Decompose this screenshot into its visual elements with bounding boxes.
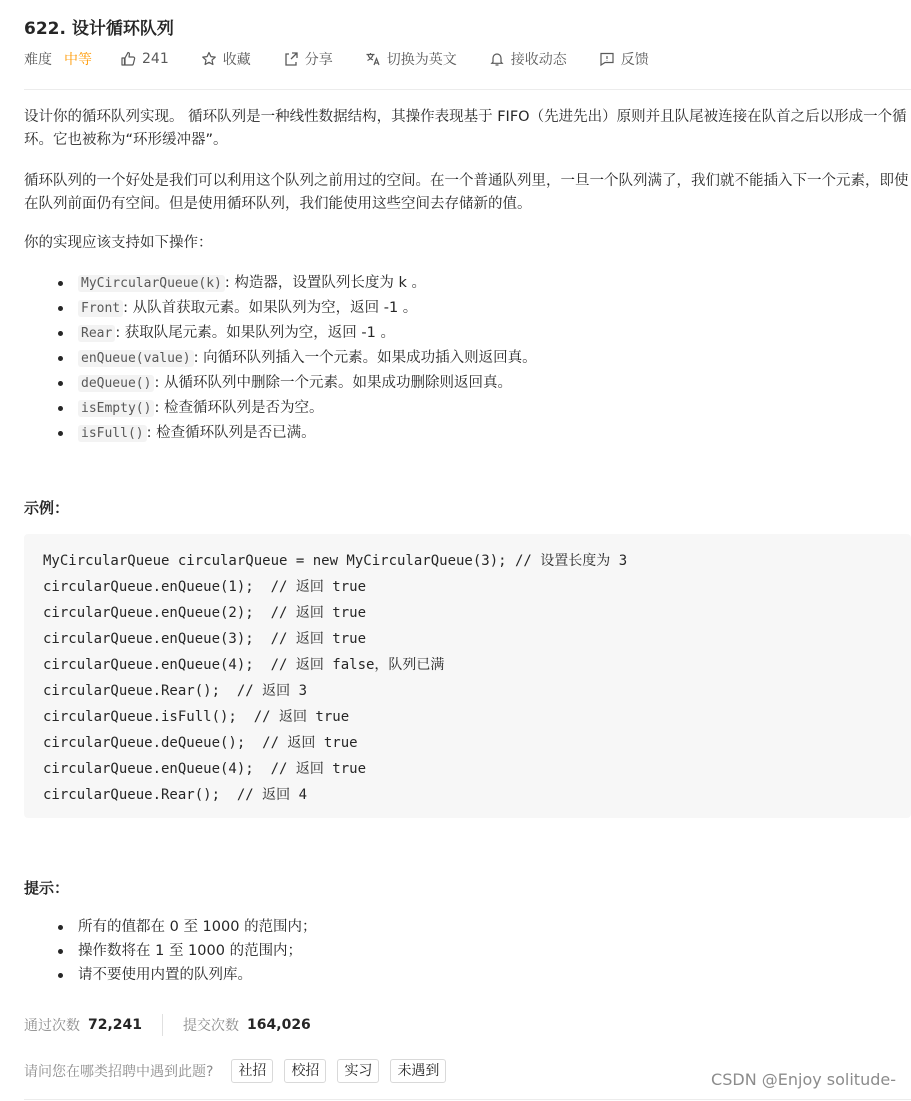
survey-option-intern[interactable]: 实习 [337,1059,379,1083]
operation-code: Front [78,300,123,317]
code-line: circularQueue.Rear(); // 返回 3 [43,683,308,699]
submitted-value: 164,026 [247,1017,311,1033]
survey-option-social[interactable]: 社招 [231,1059,273,1083]
difficulty-value: 中等 [64,52,92,68]
submission-stats [24,1014,311,1036]
list-item [58,396,537,421]
code-line: circularQueue.isFull(); // 返回 true [43,709,350,725]
survey-option-campus[interactable]: 校招 [284,1059,326,1083]
translate-icon [365,51,381,67]
share-label: 分享 [304,52,333,68]
like-button[interactable] [120,51,169,67]
difficulty-label: 难度 [24,52,52,68]
subscribe-button[interactable] [489,49,567,69]
operation-text: : 向循环队列插入一个元素。如果成功插入则返回真。 [193,350,537,366]
thumbs-up-icon [120,51,136,67]
list-item: 操作数将在 1 至 1000 的范围内； [58,939,317,963]
star-icon [201,51,217,67]
code-line: circularQueue.enQueue(3); // 返回 true [43,631,367,647]
watermark: CSDN @Enjoy solitude- [711,1070,896,1089]
operation-text: : 从队首获取元素。如果队列为空，返回 -1 。 [123,300,418,316]
list-item: 请不要使用内置的队列库。 [58,963,317,987]
survey-question: 请问您在哪类招聘中遇到此题? [24,1064,214,1080]
code-line: circularQueue.deQueue(); // 返回 true [43,735,358,751]
hints-list [58,915,317,987]
operation-text: : 构造器，设置队列长度为 k 。 [224,275,426,291]
code-line: circularQueue.enQueue(1); // 返回 true [43,579,367,595]
example-code-block [24,534,911,818]
bell-icon [489,51,505,67]
stats-divider [162,1014,163,1036]
operation-text: : 从循环队列中删除一个元素。如果成功删除则返回真。 [154,375,512,391]
code-line: circularQueue.Rear(); // 返回 4 [43,787,308,803]
operation-code: enQueue(value) [78,350,194,367]
switch-language-button[interactable] [365,49,457,69]
collect-button[interactable] [201,49,251,69]
list-item [58,346,537,371]
example-heading: 示例： [24,499,70,517]
subscribe-label: 接收动态 [510,52,567,68]
likes-count: 241 [142,51,169,67]
code-line: MyCircularQueue circularQueue = new MyCircularQueue(3); // 设置长度为 3 [43,553,628,569]
switch-language-label: 切换为英文 [386,52,457,68]
code-line: circularQueue.enQueue(4); // 返回 true [43,761,367,777]
hints-heading: 提示： [24,879,70,897]
share-button[interactable] [283,49,333,69]
list-item: 所有的值都在 0 至 1000 的范围内； [58,915,317,939]
list-item [58,421,537,446]
operation-code: isEmpty() [78,400,154,417]
operation-code: Rear [78,325,115,342]
list-item [58,296,537,321]
operation-text: : 检查循环队列是否为空。 [154,400,324,416]
operation-text: : 检查循环队列是否已满。 [146,425,316,441]
submitted-label: 提交次数 [183,1018,240,1034]
survey-option-never[interactable]: 未遇到 [390,1059,446,1083]
operation-code: deQueue() [78,375,154,392]
feedback-button[interactable] [599,49,649,69]
description-paragraph-1: 设计你的循环队列实现。 循环队列是一种线性数据结构，其操作表现基于 FIFO（先进先出）原则并且队尾被连接在队首之后以形成一个循环。它也被称为“环形缓冲器”。 [24,109,907,148]
feedback-label: 反馈 [620,52,649,68]
feedback-icon [599,51,615,67]
code-line: circularQueue.enQueue(2); // 返回 true [43,605,367,621]
operation-code: MyCircularQueue(k) [78,275,225,292]
page-title: 622. 设计循环队列 [24,19,174,39]
code-line: circularQueue.enQueue(4); // 返回 false，队列已满 [43,657,445,673]
list-item [58,321,537,346]
problem-meta-bar [24,49,681,69]
bottom-divider [24,1099,911,1100]
operations-list [58,271,537,446]
operation-text: : 获取队尾元素。如果队列为空，返回 -1 。 [115,325,395,341]
share-icon [283,51,299,67]
collect-label: 收藏 [222,52,251,68]
recruitment-survey [24,1059,457,1083]
operation-code: isFull() [78,425,147,442]
header-divider [24,89,911,90]
description-paragraph-3: 你的实现应该支持如下操作： [24,235,213,251]
difficulty [24,49,92,69]
example-code [24,534,911,808]
accepted-value: 72,241 [88,1017,143,1033]
list-item [58,371,537,396]
list-item [58,271,537,296]
accepted-label: 通过次数 [24,1018,80,1034]
description-paragraph-2: 循环队列的一个好处是我们可以利用这个队列之前用过的空间。在一个普通队列里，一旦一个队列满了，我们就不能插入下一个元素，即使在队列前面仍有空间。但是使用循环队列，我们能使用这些空间去存储新的值。 [24,173,909,212]
